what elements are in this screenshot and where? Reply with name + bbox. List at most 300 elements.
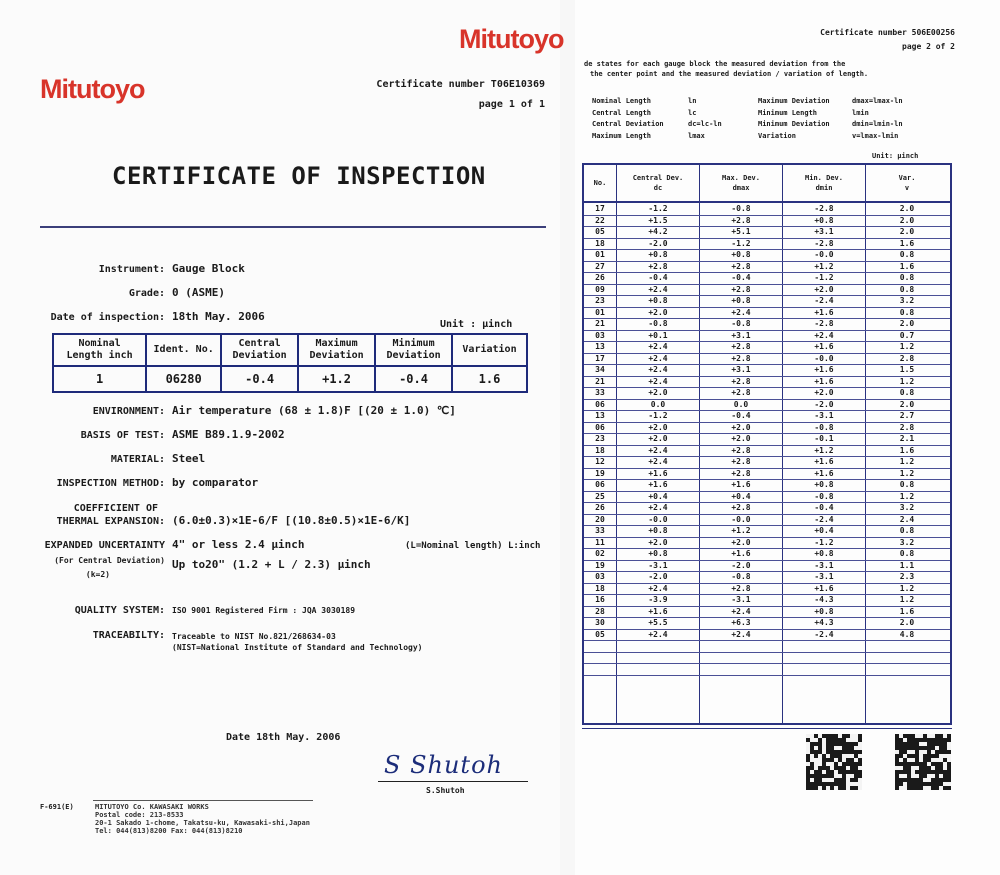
cell-no: 19: [595, 560, 605, 570]
cell-min-dev: +1.6: [814, 468, 834, 478]
table-header-row: [53, 334, 527, 366]
cell-min-dev: +1.6: [814, 342, 834, 351]
qr-module: [927, 786, 931, 790]
cell-min-dev: -0.0: [814, 250, 834, 259]
cell-no: 26: [595, 273, 605, 282]
cell-max-dev: +2.0: [731, 537, 751, 547]
cell-min-dev: -0.4: [814, 503, 834, 512]
page-number-page-2: page 2 of 2: [902, 42, 955, 51]
qr-module: [923, 750, 927, 754]
cell-no: 11: [595, 537, 605, 547]
cell-var: 1.6: [899, 261, 915, 271]
cell-var: 2.0: [899, 319, 915, 328]
cell-no: 01: [595, 250, 605, 259]
header-no: No.: [593, 179, 607, 187]
mitutoyo-logo-page-2: Mitutoyo: [459, 24, 564, 54]
cell-var: 1.2: [899, 583, 915, 593]
cell-var: 0.8: [899, 388, 915, 397]
cell-var: 3.2: [899, 537, 915, 547]
qr-module: [806, 762, 810, 766]
cell-central-dev: +5.5: [648, 618, 668, 627]
cell-var: 2.8: [899, 422, 915, 432]
qr-module: [899, 766, 903, 770]
cell-var: 0.8: [899, 307, 915, 317]
cell-central-dev: +0.1: [648, 330, 668, 340]
qr-module: [810, 770, 814, 774]
uncertainty-value-2: Up to20" (1.2 + L / 2.3) μinch: [172, 558, 371, 571]
title-divider: [40, 226, 546, 228]
qr-module: [911, 750, 915, 754]
traceability-value-2: (NIST=National Institute of Standard and Technology): [172, 643, 423, 652]
cell-max-dev: +0.4: [731, 491, 751, 501]
cell-max-dev: +0.8: [731, 296, 751, 305]
cell-var: 0.8: [899, 273, 915, 282]
footer-address: [95, 803, 310, 835]
legend-cell: Nominal Length: [592, 97, 652, 105]
cell-var: 1.1: [899, 560, 915, 570]
cell-no: 03: [595, 330, 605, 340]
cell-central-dev: +2.4: [648, 376, 668, 386]
cell-central-deviation: -0.4: [221, 366, 298, 392]
cell-no: 18: [595, 583, 605, 593]
signature-line: [378, 781, 528, 782]
cell-max-dev: -0.4: [731, 273, 751, 282]
cell-min-dev: +2.0: [814, 388, 834, 397]
cell-var: 0.8: [899, 250, 915, 259]
cell-central-dev: +0.8: [648, 549, 668, 558]
cell-variation: 1.6: [452, 366, 527, 392]
basis-of-test-value: ASME B89.1.9-2002: [172, 428, 285, 441]
cell-var: 2.0: [899, 618, 915, 627]
legend-cell: dmax=lmax-ln: [852, 97, 903, 105]
cell-central-dev: +2.0: [648, 388, 668, 397]
cell-max-dev: +2.8: [731, 284, 751, 294]
traceability-value-1: Traceable to NIST No.821/268634-03: [172, 632, 336, 641]
cell-var: 0.8: [899, 526, 915, 535]
cell-central-dev: -3.1: [648, 560, 668, 570]
instrument-label: Instrument:: [98, 264, 165, 275]
cell-max-dev: 0.0: [733, 399, 749, 409]
uncertainty-note: (L=Nominal length) L:inch: [405, 541, 541, 551]
legend-cell: Maximum Deviation: [758, 97, 830, 105]
cell-min-dev: +1.6: [814, 583, 834, 593]
qr-module: [834, 786, 838, 790]
cell-max-dev: +2.8: [731, 583, 751, 593]
uncertainty-sub-1: (For Central Deviation): [54, 556, 165, 565]
uncertainty-label: EXPANDED UNCERTAINTY: [44, 540, 165, 551]
cell-no: 34: [595, 365, 605, 374]
intro-line-2: the center point and the measured deviation / variation of length.: [590, 70, 869, 78]
cell-max-dev: +2.4: [731, 629, 751, 639]
cell-var: 2.0: [899, 215, 915, 225]
coefficient-label-2: THERMAL EXPANSION:: [56, 516, 165, 527]
legend-cell: lc: [688, 108, 697, 117]
cell-max-dev: +2.0: [731, 422, 751, 432]
cell-central-dev: +1.6: [648, 606, 668, 616]
basis-of-test-label: BASIS OF TEST:: [80, 430, 165, 441]
cell-max-dev: +2.8: [731, 376, 751, 386]
qr-module: [923, 742, 927, 746]
cell-ident-no: 06280: [146, 366, 221, 392]
cell-central-dev: +1.5: [648, 215, 668, 225]
qr-module: [838, 762, 842, 766]
cell-maximum-deviation: +1.2: [298, 366, 375, 392]
cell-min-dev: +1.6: [814, 376, 834, 386]
cell-no: 28: [595, 606, 605, 616]
header-min-dev: Min. Dev. dmin: [805, 174, 843, 192]
cell-min-dev: +0.8: [814, 480, 834, 489]
qr-module: [858, 786, 862, 790]
cell-central-dev: +2.4: [648, 365, 668, 374]
qr-module: [838, 774, 842, 778]
qr-module: [818, 786, 822, 790]
cell-no: 17: [595, 353, 605, 363]
cell-min-dev: +1.6: [814, 457, 834, 466]
legend-cell: v=lmax-lmin: [852, 131, 899, 140]
cell-central-dev: +2.0: [648, 307, 668, 317]
cell-central-dev: -2.0: [648, 572, 668, 581]
uncertainty-sub-2: (k=2): [85, 570, 110, 579]
cell-min-dev: +1.6: [814, 307, 834, 317]
qr-module: [810, 778, 814, 782]
qr-module: [903, 774, 907, 778]
table-bottom-rule: [582, 728, 952, 729]
cell-var: 1.2: [899, 491, 915, 501]
cell-central-dev: +4.2: [648, 227, 668, 236]
cell-max-dev: +2.4: [731, 307, 751, 317]
cell-max-dev: +6.3: [731, 618, 751, 627]
cell-no: 05: [595, 629, 605, 639]
qr-module: [903, 786, 907, 790]
cell-central-dev: -1.2: [648, 204, 668, 213]
cell-var: 1.2: [899, 342, 915, 351]
inspection-method-label: INSPECTION METHOD:: [56, 478, 165, 489]
measurement-table: [582, 163, 952, 725]
qr-module: [919, 734, 923, 738]
qr-code-1: [806, 734, 862, 790]
material-label: MATERIAL:: [110, 454, 165, 465]
sign-date: Date 18th May. 2006: [226, 732, 341, 743]
qr-module: [931, 734, 935, 738]
cell-max-dev: +2.8: [731, 468, 751, 478]
cell-min-dev: +3.1: [814, 227, 834, 236]
cell-var: 1.5: [899, 365, 915, 374]
cell-max-dev: -2.0: [731, 560, 751, 570]
header-central-deviation: Central Deviation: [221, 334, 298, 366]
cell-no: 22: [595, 215, 605, 225]
intro-line-1: de states for each gauge block the measured deviation from the: [584, 60, 846, 68]
cell-central-dev: -3.9: [648, 595, 668, 604]
cell-max-dev: +0.8: [731, 250, 751, 259]
cell-central-dev: -0.8: [648, 319, 668, 328]
qr-module: [911, 758, 915, 762]
qr-module: [927, 778, 931, 782]
signature-image: S Shutoh: [384, 751, 503, 779]
signer-name: S.Shutoh: [426, 786, 465, 795]
cell-var: 1.6: [899, 445, 915, 455]
legend-cell: lmin: [852, 108, 869, 117]
cell-central-dev: -0.0: [648, 514, 668, 524]
header-variation: Variation: [452, 334, 527, 366]
cell-central-dev: +1.6: [648, 480, 668, 489]
footer-line: MITUTOYO Co. KAWASAKI WORKS: [95, 803, 209, 811]
qr-module: [943, 734, 947, 738]
cell-min-dev: +1.2: [814, 261, 834, 271]
cell-min-dev: +0.8: [814, 215, 834, 225]
cell-no: 30: [595, 618, 605, 627]
legend-cell: Variation: [758, 131, 796, 140]
cell-max-dev: +2.8: [731, 342, 751, 351]
legend-cell: Central Length: [592, 108, 652, 117]
cell-var: 2.1: [899, 434, 915, 443]
cell-min-dev: -0.8: [814, 491, 834, 501]
cell-min-dev: -3.1: [814, 560, 834, 570]
date-value: 18th May. 2006: [172, 310, 265, 323]
qr-module: [947, 758, 951, 762]
cell-max-dev: -0.4: [731, 411, 751, 420]
qr-module: [830, 778, 834, 782]
cell-min-dev: +2.4: [814, 330, 834, 340]
cell-var: 2.4: [899, 514, 915, 524]
cell-var: 2.0: [899, 399, 915, 409]
cell-central-dev: 0.0: [650, 399, 666, 409]
legend-cell: ln: [688, 97, 697, 105]
qr-module: [838, 746, 842, 750]
qr-module: [854, 758, 858, 762]
cell-max-dev: +5.1: [731, 227, 751, 236]
cell-no: 17: [595, 204, 605, 213]
qr-module: [899, 758, 903, 762]
qr-module: [919, 758, 923, 762]
cell-min-dev: -1.2: [814, 273, 834, 282]
cell-max-dev: +3.1: [731, 365, 751, 374]
cell-no: 12: [595, 457, 605, 466]
legend-cell: dc=lc-ln: [688, 120, 722, 128]
qr-module: [846, 786, 850, 790]
cell-no: 06: [595, 399, 605, 409]
qr-module: [939, 774, 943, 778]
qr-code-2: [895, 734, 951, 790]
header-maximum-deviation: Maximum Deviation: [298, 334, 375, 366]
cell-central-dev: +0.8: [648, 250, 668, 259]
cell-no: 27: [595, 261, 605, 271]
qr-module: [947, 782, 951, 786]
cell-no: 01: [595, 307, 605, 317]
cell-var: 0.8: [899, 284, 915, 294]
cell-central-dev: -2.0: [648, 238, 668, 248]
unit-label-page-2: Unit: μinch: [872, 152, 919, 160]
inspection-method-value: by comparator: [172, 476, 259, 489]
cell-no: 03: [595, 572, 605, 581]
cell-var: 2.7: [899, 411, 915, 420]
qr-module: [935, 746, 939, 750]
certificate-number-page-2: Certificate number 506E00256: [820, 28, 955, 37]
quality-system-label: QUALITY SYSTEM:: [74, 605, 165, 616]
legend-cell: Minimum Length: [758, 108, 818, 117]
qr-module: [814, 766, 818, 770]
measurement-table-header: [584, 165, 950, 203]
qr-module: [931, 774, 935, 778]
cell-var: 3.2: [899, 296, 915, 305]
environment-value: Air temperature (68 ± 1.8)F [(20 ± 1.0) ℃]: [172, 404, 456, 417]
page-title: CERTIFICATE OF INSPECTION: [112, 162, 486, 190]
cell-nominal-length: 1: [53, 366, 146, 392]
cell-central-dev: +2.0: [648, 434, 668, 443]
cell-central-dev: +1.6: [648, 468, 668, 478]
cell-max-dev: +2.0: [731, 434, 751, 443]
cell-max-dev: +1.2: [731, 526, 751, 535]
cell-max-dev: +2.4: [731, 606, 751, 616]
cell-central-dev: -0.4: [648, 273, 668, 282]
cell-no: 26: [595, 503, 605, 512]
cell-max-dev: -0.8: [731, 572, 751, 581]
empty-table-row: [584, 663, 950, 676]
cell-max-dev: +1.6: [731, 549, 751, 558]
page-number: page 1 of 1: [478, 99, 545, 110]
inspection-table: [52, 333, 528, 393]
legend-cell: lmax: [688, 131, 705, 140]
cell-max-dev: -3.1: [731, 595, 751, 604]
cell-max-dev: +2.8: [731, 215, 751, 225]
cell-min-dev: -2.4: [814, 296, 834, 305]
cell-no: 16: [595, 595, 605, 604]
cell-min-dev: +0.8: [814, 549, 834, 558]
cell-max-dev: +2.8: [731, 388, 751, 397]
qr-module: [947, 746, 951, 750]
quality-system-value: ISO 9001 Registered Firm : JQA 3030189: [172, 606, 356, 615]
date-label: Date of inspection:: [50, 312, 165, 323]
cell-no: 23: [595, 434, 605, 443]
cell-central-dev: +0.4: [648, 491, 668, 501]
footer-line: Tel: 044(813)8200 Fax: 044(813)8210: [95, 827, 243, 835]
cell-min-dev: +1.2: [814, 445, 834, 455]
qr-module: [842, 758, 846, 762]
cell-var: 3.2: [899, 503, 915, 512]
cell-central-dev: +2.4: [648, 445, 668, 455]
coefficient-label-1: COEFFICIENT OF: [73, 503, 158, 514]
cell-min-dev: -2.8: [814, 238, 834, 248]
qr-module: [846, 766, 850, 770]
cell-var: 1.2: [899, 376, 915, 386]
cell-min-dev: -2.0: [814, 399, 834, 409]
cell-central-dev: +2.4: [648, 284, 668, 294]
cell-min-dev: +4.3: [814, 618, 834, 627]
cell-max-dev: -0.8: [731, 319, 751, 328]
cell-max-dev: -0.8: [731, 204, 751, 213]
cell-var: 1.2: [899, 595, 915, 604]
cell-var: 2.0: [899, 227, 915, 236]
cell-no: 21: [595, 376, 605, 386]
qr-module: [939, 786, 943, 790]
qr-module: [822, 770, 826, 774]
mitutoyo-logo: Mitutoyo: [40, 74, 145, 104]
footer-line: Postal code: 213-8533: [95, 811, 184, 819]
cell-var: 2.3: [899, 572, 915, 581]
cell-max-dev: +1.6: [731, 480, 751, 489]
qr-module: [931, 766, 935, 770]
cell-var: 2.0: [899, 204, 915, 213]
cell-central-dev: +0.8: [648, 296, 668, 305]
cell-no: 05: [595, 227, 605, 236]
cell-minimum-deviation: -0.4: [375, 366, 452, 392]
cell-central-dev: +2.4: [648, 583, 668, 593]
header-central-dev: Central Dev. dc: [632, 174, 684, 192]
qr-module: [931, 750, 935, 754]
cell-central-dev: +2.0: [648, 422, 668, 432]
cell-var: 0.7: [899, 330, 915, 340]
qr-module: [858, 766, 862, 770]
cell-max-dev: +2.8: [731, 353, 751, 363]
cell-central-dev: +2.4: [648, 353, 668, 363]
header-minimum-deviation: Minimum Deviation: [375, 334, 452, 366]
cell-no: 13: [595, 411, 605, 420]
cell-no: 06: [595, 480, 605, 489]
legend-cell: Central Deviation: [592, 120, 664, 128]
qr-module: [895, 750, 899, 754]
qr-module: [915, 774, 919, 778]
instrument-value: Gauge Block: [172, 262, 245, 275]
cell-min-dev: -1.2: [814, 537, 834, 547]
legend-cell: Maximum Length: [592, 131, 652, 140]
footer-divider: [93, 800, 313, 801]
cell-no: 18: [595, 238, 605, 248]
qr-module: [814, 746, 818, 750]
cell-central-dev: +2.0: [648, 537, 668, 547]
table-row: [53, 366, 527, 392]
cell-central-dev: -1.2: [648, 411, 668, 420]
cell-var: 0.8: [899, 480, 915, 489]
cell-no: 19: [595, 468, 605, 478]
qr-module: [838, 734, 842, 738]
cell-var: 1.2: [899, 468, 915, 478]
certificate-number: Certificate number T06E10369: [376, 79, 545, 90]
grade-label: Grade:: [128, 288, 165, 299]
cell-max-dev: +2.8: [731, 261, 751, 271]
form-code: F-691(E): [40, 803, 74, 811]
cell-central-dev: +2.8: [648, 261, 668, 271]
qr-module: [903, 738, 907, 742]
footer-line: 20-1 Sakado 1-chome, Takatsu-ku, Kawasaki-shi,Japan: [95, 819, 310, 827]
cell-min-dev: -2.4: [814, 514, 834, 524]
header-var: Var. v: [898, 174, 916, 192]
cell-var: 1.6: [899, 238, 915, 248]
header-max-dev: Max. Dev. dmax: [722, 174, 760, 192]
cell-min-dev: -4.3: [814, 595, 834, 604]
qr-module: [915, 766, 919, 770]
qr-module: [850, 774, 854, 778]
cell-max-dev: -0.0: [731, 514, 751, 524]
environment-label: ENVIRONMENT:: [92, 406, 165, 417]
cell-no: 23: [595, 296, 605, 305]
cell-max-dev: +2.8: [731, 457, 751, 466]
header-ident-no: Ident. No.: [146, 334, 221, 366]
qr-module: [943, 766, 947, 770]
cell-central-dev: +0.8: [648, 526, 668, 535]
cell-var: 1.6: [899, 606, 915, 616]
cell-no: 33: [595, 526, 605, 535]
cell-min-dev: +2.0: [814, 284, 834, 294]
cell-central-dev: +2.4: [648, 457, 668, 466]
cell-min-dev: -0.1: [814, 434, 834, 443]
cell-min-dev: -0.8: [814, 422, 834, 432]
material-value: Steel: [172, 452, 206, 465]
cell-central-dev: +2.4: [648, 629, 668, 639]
unit-label: Unit : μinch: [440, 319, 513, 330]
cell-no: 02: [595, 549, 605, 558]
cell-min-dev: -3.1: [814, 411, 834, 420]
cell-var: 4.8: [899, 629, 915, 639]
cell-max-dev: +3.1: [731, 330, 751, 340]
